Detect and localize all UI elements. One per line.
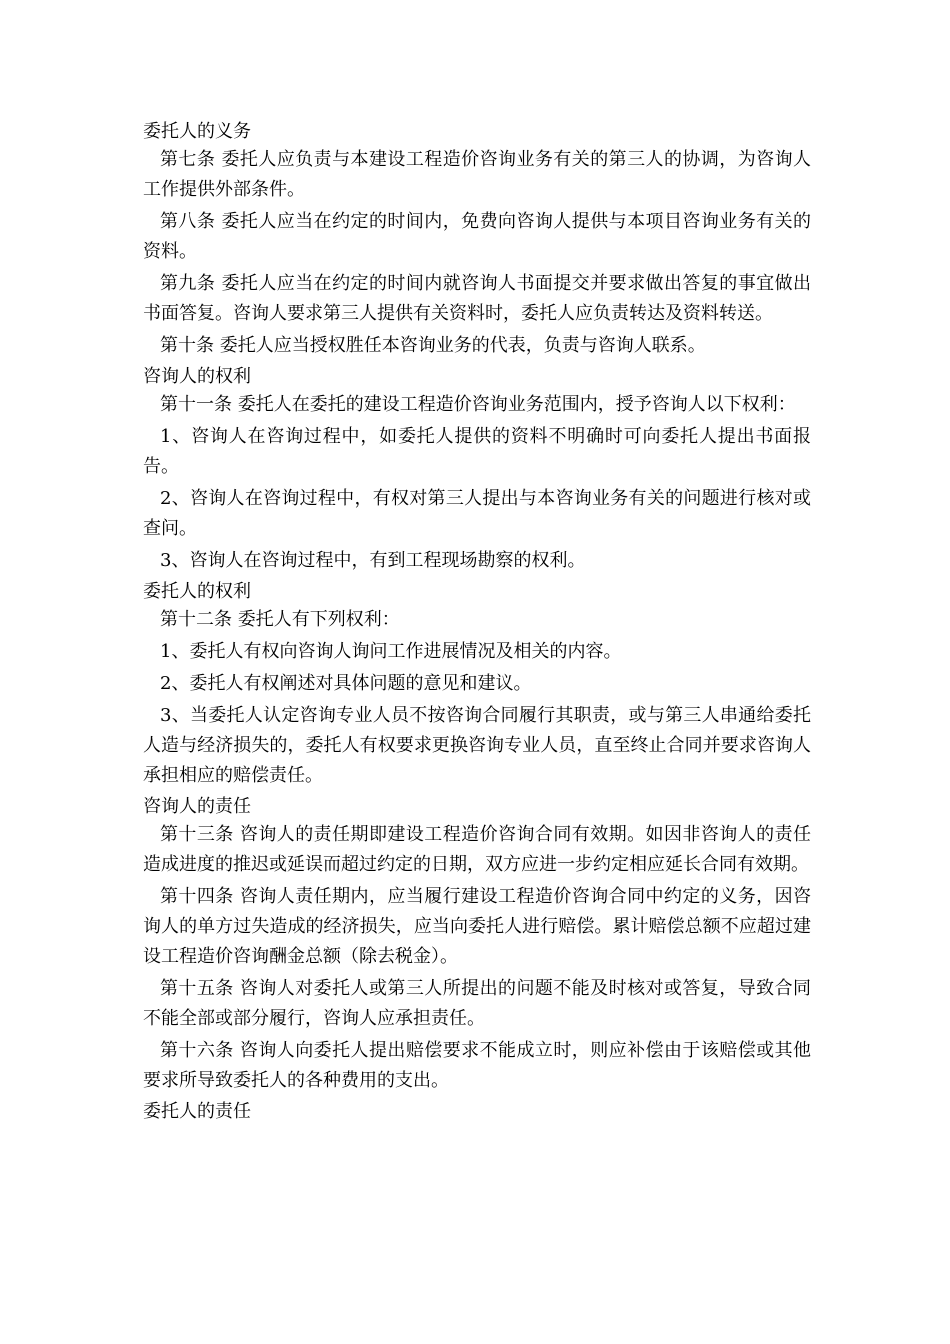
clause-15: 第十五条 咨询人对委托人或第三人所提出的问题不能及时核对或答复，导致合同不能全部或部分履行，咨询人应承担责任。 [143, 978, 811, 1029]
list-item: 1、委托人有权向咨询人询问工作进展情况及相关的内容。 [160, 641, 622, 662]
clause-9: 第九条 委托人应当在约定的时间内就咨询人书面提交并要求做出答复的事宜做出书面答复。咨询人要求第三人提供有关资料时，委托人应负责转达及资料转送。 [143, 273, 811, 324]
clause-12: 第十二条 委托人有下列权利： [160, 609, 400, 630]
list-item: 2、委托人有权阐述对具体问题的意见和建议。 [160, 673, 532, 694]
section-heading: 咨询人的权利 [143, 366, 251, 387]
clause-13: 第十三条 咨询人的责任期即建设工程造价咨询合同有效期。如因非咨询人的责任造成进度的推迟或延误而超过约定的日期，双方应进一步约定相应延长合同有效期。 [143, 824, 811, 875]
section-consultant-rights [143, 363, 811, 576]
clause-8: 第八条 委托人应当在约定的时间内，免费向咨询人提供与本项目咨询业务有关的资料。 [143, 211, 811, 262]
list-item: 1、咨询人在咨询过程中，如委托人提供的资料不明确时可向委托人提出书面报告。 [143, 426, 811, 477]
list-item: 2、咨询人在咨询过程中，有权对第三人提出与本咨询业务有关的问题进行核对或查问。 [143, 488, 811, 539]
clause-11: 第十一条 委托人在委托的建设工程造价咨询业务范围内，授予咨询人以下权利： [160, 394, 796, 415]
clause-10: 第十条 委托人应当授权胜任本咨询业务的代表，负责与咨询人联系。 [160, 335, 706, 356]
clause-14: 第十四条 咨询人责任期内，应当履行建设工程造价咨询合同中约定的义务，因咨询人的单方过失造成的经济损失，应当向委托人进行赔偿。累计赔偿总额不应超过建设工程造价咨询酬金总额（除去税金）。 [143, 886, 811, 967]
section-heading: 委托人的权利 [143, 581, 251, 602]
section-client-liability [143, 1098, 811, 1125]
list-item: 3、咨询人在咨询过程中，有到工程现场勘察的权利。 [160, 550, 586, 571]
section-heading: 委托人的义务 [143, 121, 251, 142]
document-body [143, 118, 811, 1125]
clause-7: 第七条 委托人应负责与本建设工程造价咨询业务有关的第三人的协调，为咨询人工作提供外部条件。 [143, 149, 811, 200]
section-client-rights [143, 578, 811, 791]
list-item: 3、当委托人认定咨询专业人员不按咨询合同履行其职责，或与第三人串通给委托人造与经济损失的，委托人有权要求更换咨询专业人员，直至终止合同并要求咨询人承担相应的赔偿责任。 [143, 705, 811, 786]
clause-16: 第十六条 咨询人向委托人提出赔偿要求不能成立时，则应补偿由于该赔偿或其他要求所导致委托人的各种费用的支出。 [143, 1040, 811, 1091]
section-client-obligations [143, 118, 811, 361]
section-heading: 委托人的责任 [143, 1101, 251, 1122]
section-heading: 咨询人的责任 [143, 796, 251, 817]
section-consultant-liability [143, 793, 811, 1096]
